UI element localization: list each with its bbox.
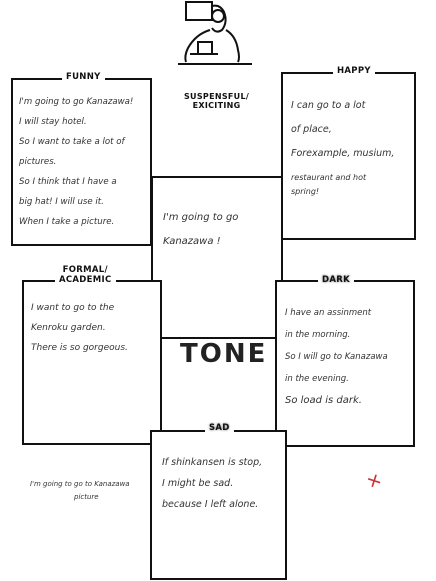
dark-line: I have an assinment — [285, 308, 372, 318]
funny-line: So I think that I have a — [19, 177, 117, 187]
dark-line: in the morning. — [285, 330, 351, 340]
happy-box — [281, 72, 416, 240]
label-formal — [55, 266, 116, 286]
formal-line: There is so gorgeous. — [31, 343, 128, 353]
sad-line: because I left alone. — [162, 499, 259, 510]
corner-mark: + — [362, 465, 387, 495]
center-box — [151, 176, 283, 339]
happy-line: restaurant and hot — [291, 173, 367, 182]
dark-line: So I will go to Kanazawa — [285, 352, 388, 362]
formal-text — [31, 298, 128, 358]
sad-line: If shinkansen is stop, — [162, 457, 263, 468]
happy-line: Forexample, musium, — [291, 148, 395, 159]
tone-title: TONE — [180, 339, 268, 369]
funny-line: When I take a picture. — [19, 217, 115, 227]
funny-line: I will stay hotel. — [19, 117, 87, 127]
center-line: I'm going to go — [163, 212, 239, 223]
label-dark: DARK — [318, 276, 354, 286]
funny-box — [11, 78, 152, 246]
sad-text — [162, 452, 262, 515]
dark-box — [275, 280, 415, 447]
dark-line: So load is dark. — [285, 395, 362, 406]
margin-note — [30, 478, 130, 504]
label-sad: SAD — [205, 424, 234, 434]
center-line: Kanazawa ! — [163, 236, 221, 247]
formal-box — [22, 280, 162, 445]
label-formal-line: ACADEMIC — [59, 274, 112, 285]
formal-line: I want to go to the — [31, 303, 115, 313]
funny-line: pictures. — [19, 157, 57, 167]
margin-note-line: I'm going to go to Kanazawa — [30, 480, 130, 488]
funny-line: So I want to take a lot of — [19, 137, 125, 147]
margin-note-line: picture — [74, 493, 99, 501]
label-formal-line: FORMAL/ — [62, 265, 108, 275]
sad-line: I might be sad. — [162, 478, 234, 489]
dark-text — [285, 302, 388, 412]
label-happy: HAPPY — [333, 67, 375, 77]
label-funny: FUNNY — [62, 73, 105, 83]
funny-line: I'm going to go Kanazawa! — [19, 97, 134, 107]
happy-line: I can go to a lot — [291, 100, 366, 111]
sad-box — [150, 430, 287, 580]
reading-person-illustration — [168, 0, 258, 72]
happy-line: spring! — [291, 187, 320, 196]
label-suspenseful-line: EXICITING — [192, 101, 241, 111]
funny-text — [19, 92, 133, 232]
center-text — [163, 206, 238, 254]
label-suspenseful — [180, 92, 253, 110]
happy-line: of place, — [291, 124, 332, 135]
formal-line: Kenroku garden. — [31, 323, 106, 333]
funny-line: big hat! I will use it. — [19, 197, 104, 207]
label-suspenseful-line: SUSPENSFUL/ — [184, 92, 250, 101]
dark-line: in the evening. — [285, 374, 349, 384]
happy-text — [291, 94, 394, 204]
